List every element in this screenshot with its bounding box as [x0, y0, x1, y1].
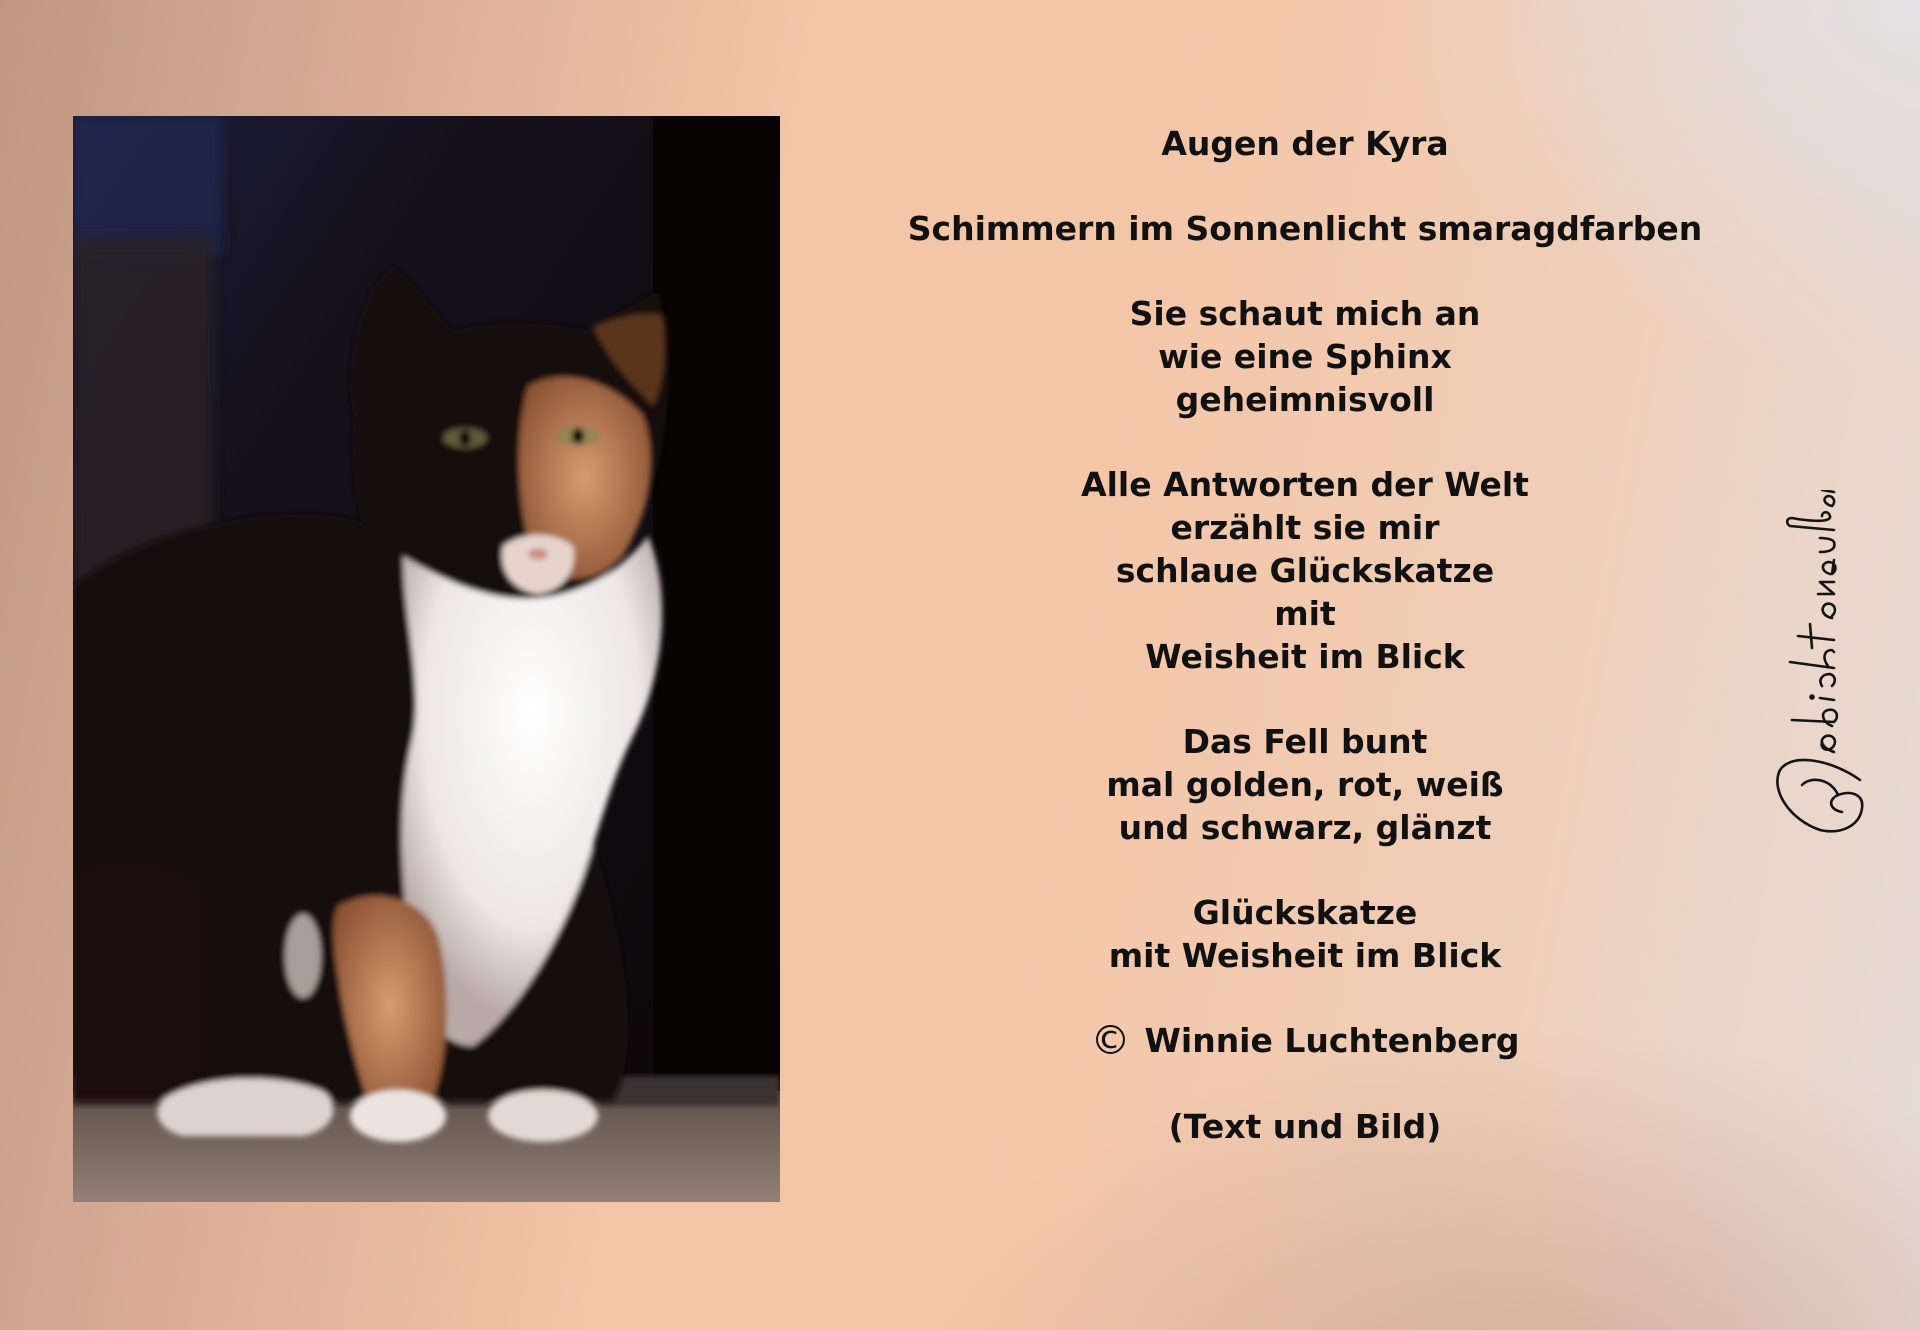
poem-line: Das Fell bunt [1182, 722, 1428, 761]
poem-line: mal golden, rot, weiß [1106, 765, 1504, 804]
author-name: Winnie Luchtenberg [1144, 1021, 1520, 1060]
author-line-text [860, 1019, 1750, 1063]
poem-line: Glückskatze [1192, 893, 1418, 932]
stanza-2 [860, 292, 1750, 421]
stanza-4 [860, 720, 1750, 849]
poem-line: schlaue Glückskatze [1115, 551, 1495, 590]
poem-line: Schimmern im Sonnenlicht smaragdfarben [907, 209, 1703, 248]
poem-line: wie eine Sphinx [1158, 337, 1452, 376]
poem-line: Sie schaut mich an [1129, 294, 1481, 333]
calico-cat-illustration [73, 116, 780, 1202]
poem-line: mit [1274, 594, 1336, 633]
signature [1772, 490, 1872, 840]
cat-photo [73, 116, 780, 1202]
stanza-5 [860, 891, 1750, 977]
credit-text: (Text und Bild) [1168, 1107, 1442, 1146]
poem-title-text: Augen der Kyra [1161, 124, 1449, 163]
credit-line [860, 1105, 1750, 1148]
stanza-3 [860, 463, 1750, 678]
poem-title [860, 122, 1750, 165]
poem-line: Weisheit im Blick [1145, 637, 1465, 676]
poem-line: Alle Antworten der Welt [1081, 465, 1529, 504]
poem [860, 122, 1750, 1148]
poem-line: mit Weisheit im Blick [1108, 936, 1502, 975]
copyright-icon: © [1090, 1018, 1131, 1064]
author-line [860, 1019, 1750, 1063]
poem-line: und schwarz, glänzt [1118, 808, 1492, 847]
poem-line: geheimnisvoll [1175, 380, 1435, 419]
stanza-1 [860, 207, 1750, 250]
poem-line: erzählt sie mir [1170, 508, 1440, 547]
